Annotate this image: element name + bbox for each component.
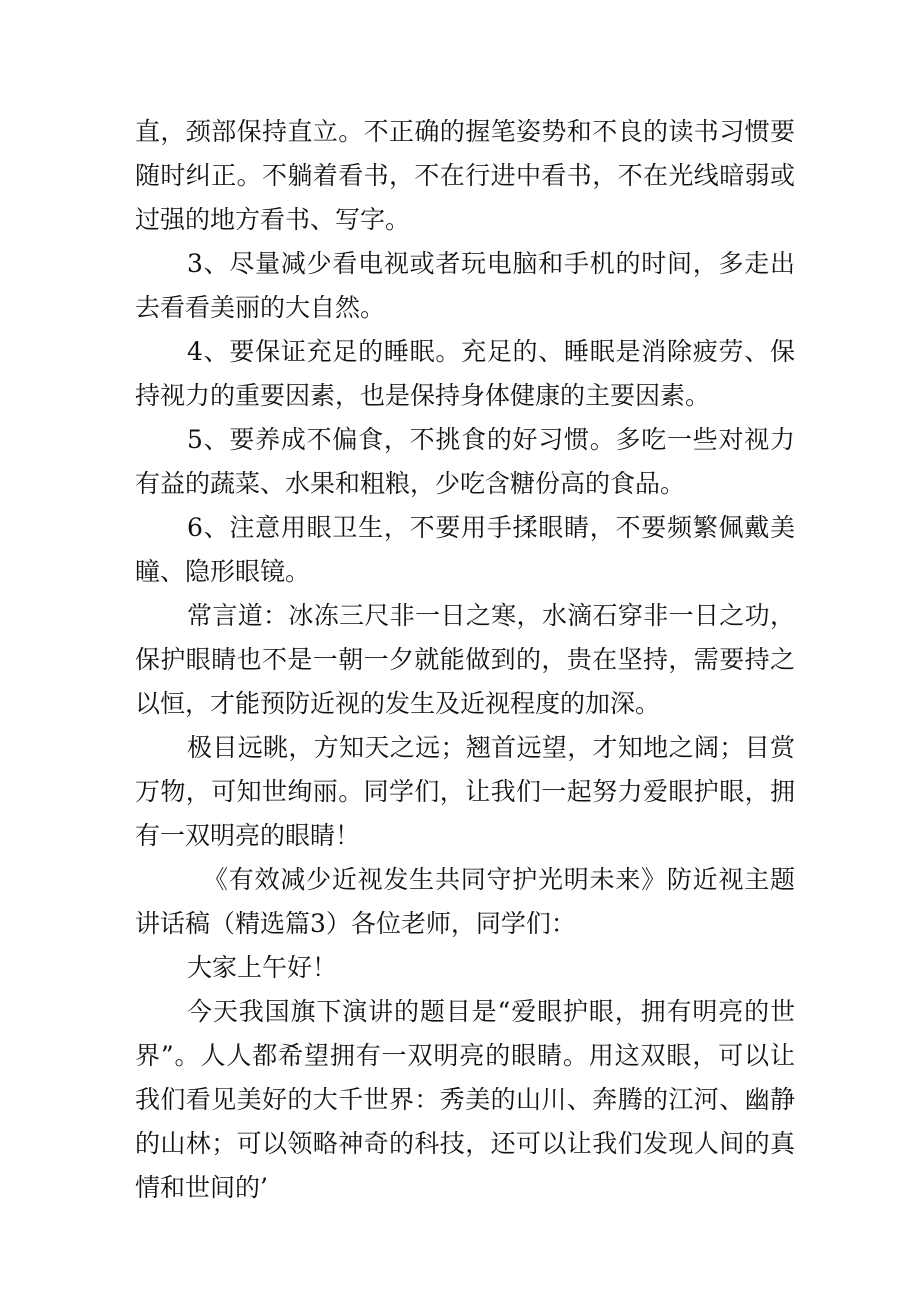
- paragraph-speech-intro: 今天我国旗下演讲的题目是“爱眼护眼，拥有明亮的世界”。人人都希望拥有一双明亮的眼睛。用这双眼，可以让我们看见美好的大千世界：秀美的山川、奔腾的江河、幽静的山林；可以领略神奇的科技，还可以让我们发现人间的真情和世间的’: [135, 997, 795, 1202]
- paragraph-greeting: 大家上午好！: [187, 953, 338, 982]
- paragraph-tip-3: 3、尽量减少看电视或者玩电脑和手机的时间，多走出去看看美丽的大自然。: [135, 249, 795, 322]
- paragraph-continuation: 直，颈部保持直立。不正确的握笔姿势和不良的读书习惯要随时纠正。不躺着看书，不在行进中看书，不在光线暗弱或过强的地方看书、写字。: [135, 117, 795, 234]
- paragraph-closing: 极目远眺，方知天之远；翘首远望，才知地之阔；目赏万物，可知世绚丽。同学们，让我们一起努力爱眼护眼，拥有一双明亮的眼睛！: [135, 733, 795, 850]
- paragraph-tip-6: 6、注意用眼卫生，不要用手揉眼睛，不要频繁佩戴美瞳、隐形眼镜。: [135, 513, 795, 586]
- paragraph-tip-5: 5、要养成不偏食，不挑食的好习惯。多吃一些对视力有益的蔬菜、水果和粗粮，少吃含糖份高的食品。: [135, 425, 795, 498]
- document-body: [135, 110, 795, 1210]
- paragraph-proverb: 常言道：冰冻三尺非一日之寒，水滴石穿非一日之功，保护眼睛也不是一朝一夕就能做到的，贵在坚持，需要持之以恒，才能预防近视的发生及近视程度的加深。: [135, 601, 795, 718]
- section-title: 《有效减少近视发生共同守护光明未来》防近视主题讲话稿（精选篇3）各位老师，同学们：: [135, 865, 795, 938]
- paragraph-tip-4: 4、要保证充足的睡眠。充足的、睡眠是消除疲劳、保持视力的重要因素，也是保持身体健康的主要因素。: [135, 337, 795, 410]
